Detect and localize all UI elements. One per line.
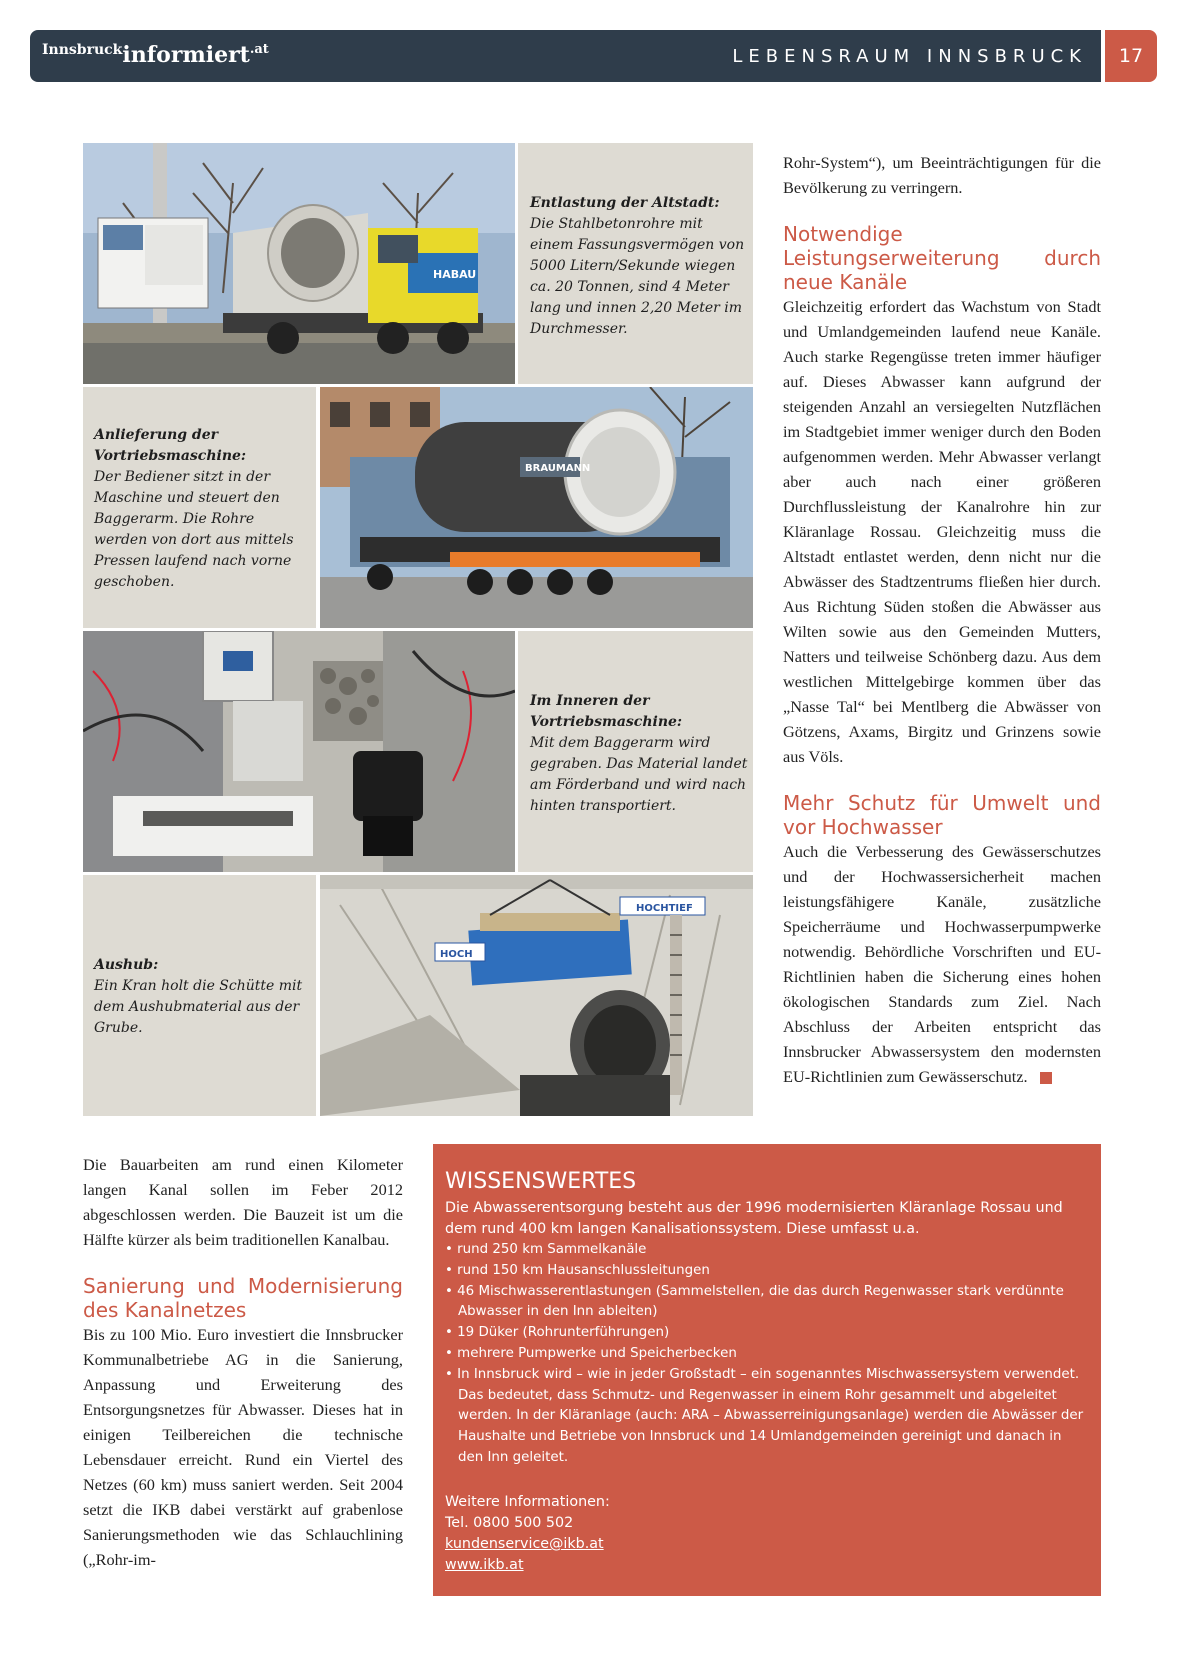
caption-title: Anlieferung der Vortriebsmaschine:	[94, 427, 247, 464]
caption-1	[530, 193, 750, 340]
caption-title: Im Inneren der Vortriebsmaschine:	[530, 693, 683, 730]
truck-sign: HABAU	[433, 268, 477, 281]
info-list	[445, 1240, 1090, 1469]
info-title: WISSENSWERTES	[445, 1169, 637, 1194]
caption-body: Mit dem Baggerarm wird gegraben. Das Material landet am Förderband und wird nach hinten transportiert.	[530, 735, 748, 814]
page-number: 17	[1105, 30, 1157, 82]
info-intro: Die Abwasserentsorgung besteht aus der 1996 modernisierten Kläranlage Rossau und dem rund 400 km langen Kanalisationssystem. Diese umfasst u.a.	[445, 1200, 1063, 1237]
paragraph: Rohr-System“), um Beeinträchtigungen für die Bevölkerung zu verringern.	[783, 153, 1101, 197]
left-column	[83, 1152, 403, 1572]
photo-excavation-pit	[320, 875, 753, 1116]
contact-info	[445, 1492, 610, 1576]
caption-box-1	[518, 143, 753, 384]
photo-boring-machine	[320, 387, 753, 628]
caption-box-4	[83, 875, 316, 1116]
logo-big: informiert	[122, 42, 250, 68]
caption-4	[94, 955, 304, 1039]
crane-sign-2: HOCH	[440, 949, 473, 960]
paragraph: Gleichzeitig erfordert das Wachstum von Stadt und Umlandgemeinden laufend neue Kanäle. Auch starke Regengüsse treten immer häufiger auf. Dieses Abwasser kann aufgrund der steigenden Anzahl an versiegelten Nutzflächen im Stadtgebiet immer weniger durch den Boden aufgenommen werden. Mehr Abwasser verlangt aber auch nach einer größeren Durchflussleistung der Kanalrohre hin zur Kläranlage Rossau. Gleichzeitig muss die Altstadt entlastet werden, denn nicht nur die Abwässer des Stadtzentrums fließen hier durch. Aus Richtung Süden stoßen die Abwässer aus Wilten sowie aus den Gemeinden Mutters, Natters und teilweise Schönberg dazu. Aus dem westlichen Mittelgebirge kommen über das „Nasse Tal“ bei Mentlberg die Abwässer von Götzens, Axams, Birgitz und Grinzens sowie aus Völs.	[783, 297, 1101, 766]
paragraph: Auch die Verbesserung des Gewässerschutzes und der Hochwassersicherheit machen leistungsfähigere Kanäle, zusätzliche Speicherräume und Hochwasserpumpwerke notwendig. Behördliche Vorschriften und EU-Richtlinien haben die Sicherung eines hohen ökologischen Standards zum Ziel. Nach Abschluss der Arbeiten entspricht das Innsbrucker Abwassersystem den modernsten EU-Richtlinien zum Gewässerschutz.	[783, 842, 1101, 1086]
list-item: • rund 250 km Sammelkanäle	[445, 1240, 1090, 1261]
website-link[interactable]: www.ikb.at	[445, 1557, 524, 1573]
caption-box-2	[83, 387, 316, 628]
logo-small: Innsbruck	[42, 42, 123, 58]
subheading: Sanierung und Modernisierung des Kanalnetzes	[83, 1274, 403, 1322]
list-item: • 19 Düker (Rohrunterführungen)	[445, 1323, 1090, 1344]
right-column	[783, 150, 1101, 1089]
page-header	[30, 30, 1101, 82]
caption-2	[94, 425, 304, 593]
caption-body: Ein Kran holt die Schütte mit dem Aushubmaterial aus der Grube.	[94, 978, 303, 1036]
crane-sign-1: HOCHTIEF	[636, 903, 693, 914]
caption-body: Die Stahlbetonrohre mit einem Fassungsvermögen von 5000 Litern/Sekunde wiegen ca. 20 Tonnen, sind 4 Meter lang und innen 2,20 Meter im Durchmesser.	[530, 216, 745, 337]
machine-sign: BRAUMANN	[525, 463, 591, 474]
paragraph: Die Bauarbeiten am rund einen Kilometer langen Kanal sollen im Feber 2012 abgeschlossen werden. Die Bauzeit ist um die Hälfte kürzer als beim traditionellen Kanalbau.	[83, 1155, 403, 1249]
list-item: • rund 150 km Hausanschlussleitungen	[445, 1261, 1090, 1282]
list-item: • mehrere Pumpwerke und Speicherbecken	[445, 1344, 1090, 1365]
logo-tld: .at	[249, 42, 269, 57]
list-item: • In Innsbruck wird – wie in jeder Großstadt – ein sogenanntes Mischwassersystem verwendet. Das bedeutet, dass Schmutz- und Regenwasser in einem Rohr gesammelt und abgeleitet werden. In der Kläranlage (auch: ARA – Abwasserreinigungsanlage) werden die Abwässer der Haushalte und Betriebe von Innsbruck und 14 Umlandgemeinden gereinigt und danach in den Inn geleitet.	[445, 1365, 1090, 1469]
subheading: Notwendige Leistungserweiterung durch neue Kanäle	[783, 222, 1101, 294]
subheading: Mehr Schutz für Umwelt und vor Hochwasser	[783, 791, 1101, 839]
caption-box-3	[518, 631, 753, 872]
section-title: LEBENSRAUM INNSBRUCK	[732, 46, 1087, 67]
phone-number: Tel. 0800 500 502	[445, 1515, 574, 1531]
email-link[interactable]: kundenservice@ikb.at	[445, 1536, 604, 1552]
info-box	[433, 1144, 1101, 1596]
list-item: • 46 Mischwasserentlastungen (Sammelstellen, die das durch Regenwasser stark verdünnte Abwasser in den Inn ableiten)	[445, 1282, 1090, 1324]
more-info-label: Weitere Informationen:	[445, 1494, 610, 1510]
caption-3	[530, 691, 750, 817]
photo-machine-interior	[83, 631, 515, 872]
caption-title: Entlastung der Altstadt:	[530, 195, 720, 211]
end-mark-icon	[1040, 1072, 1052, 1084]
photo-truck-pipe	[83, 143, 515, 384]
paragraph: Bis zu 100 Mio. Euro investiert die Innsbrucker Kommunalbetriebe AG in die Sanierung, Anpassung und Erweiterung des Entsorgungsnetzes für Abwasser. Dieses hat in einigen Teilbereichen die technische Lebensdauer erreicht. Rund ein Viertel des Netzes (60 km) muss saniert werden. Seit 2004 setzt die IKB dabei verstärkt auf grabenlose Sanierungsmethoden wie das Schlauchlining („Rohr-im-	[83, 1325, 403, 1569]
logo	[42, 42, 269, 68]
caption-body: Der Bediener sitzt in der Maschine und steuert den Baggerarm. Die Rohre werden von dort aus mittels Pressen laufend nach vorne geschoben.	[94, 469, 294, 590]
caption-title: Aushub:	[94, 957, 159, 973]
